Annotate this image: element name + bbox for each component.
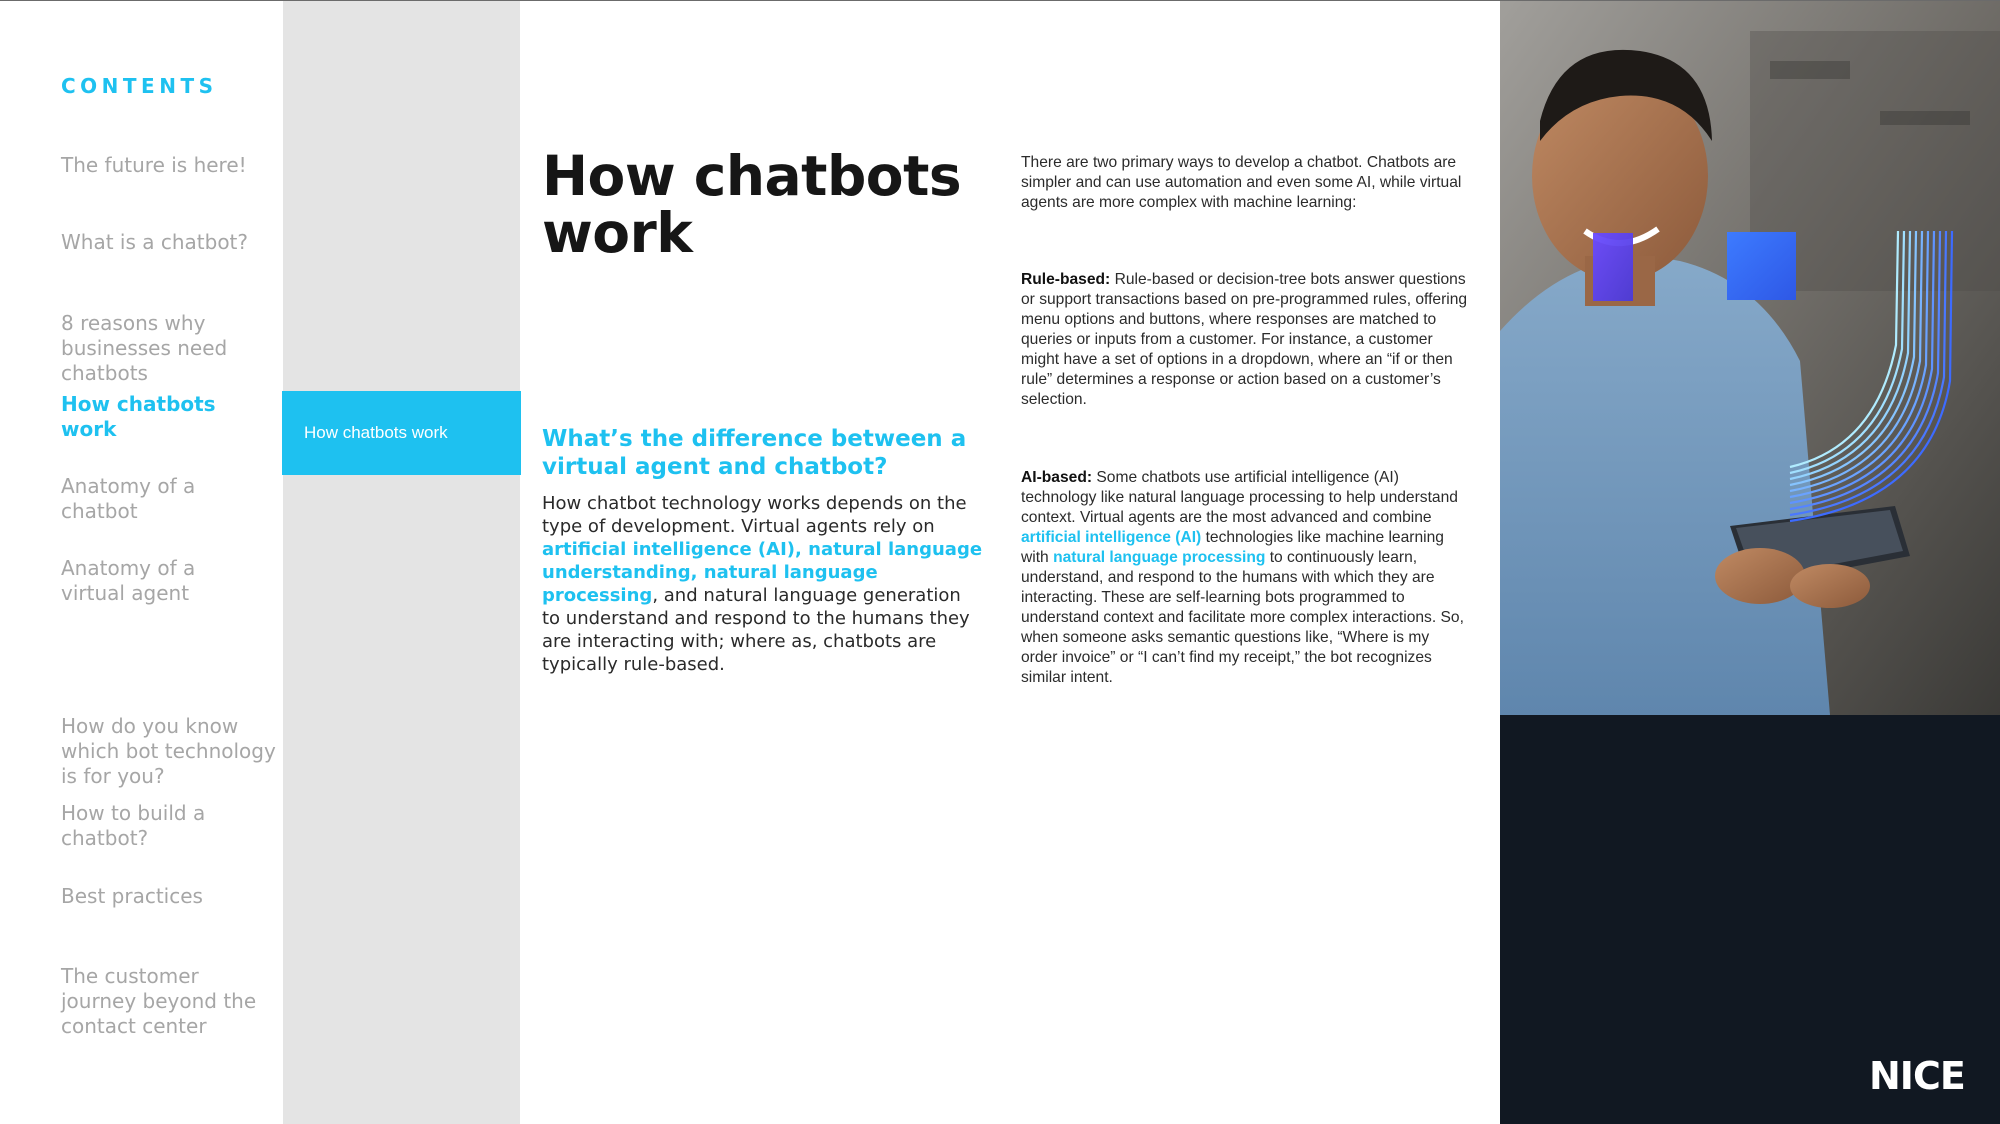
toc-item-customer-journey[interactable]: The customer journey beyond the contact center [61, 964, 257, 1038]
toc-item-what-is-chatbot[interactable]: What is a chatbot? [61, 230, 249, 254]
toc-item-future[interactable]: The future is here! [61, 153, 247, 177]
toc-item-which-bot-technology[interactable]: How do you know which bot technology is for you? [61, 714, 276, 788]
link-ai-right[interactable]: artificial intelligence (AI) [1021, 529, 1202, 546]
toc-item-how-chatbots-work[interactable]: How chatbots work [61, 392, 216, 441]
active-section-tab[interactable]: How chatbots work [282, 391, 521, 475]
toc-item-best-practices[interactable]: Best practices [61, 884, 203, 908]
rule-based-paragraph: Rule-based: Rule-based or decision-tree bots answer questions or support transactions based on pre-programmed rules, offering menu options and buttons, where responses are matched to queries or inputs from a customer. For instance, a customer might have a set of options in a dropdown, where an “if or then rule” determines a response or action based on a customer’s selection. [1021, 271, 1468, 408]
toc-item-how-to-build[interactable]: How to build a chatbot? [61, 801, 206, 850]
ai-based-paragraph: AI-based: Some chatbots use artificial intelligence (AI) technology like natural language processing to help understand context. Virtual agents are the most advanced and combine artificial intelligence (AI) technologies like machine learning with natural language processing to continuously learn, understand, and respond to the humans with which they are interacting. These are self-learning bots programmed to understand context and facilitate more complex interactions. So, when someone asks semantic questions like, “Where is my order invoice” or “I can’t find my receipt,” the bot recognizes similar intent. [1021, 469, 1464, 686]
link-nlp-right[interactable]: natural language processing [1053, 549, 1266, 566]
intro-two-ways: There are two primary ways to develop a chatbot. Chatbots are simpler and can use automation and even some AI, while virtual agents are more complex with machine learning: [1021, 154, 1462, 211]
toc-item-anatomy-chatbot[interactable]: Anatomy of a chatbot [61, 474, 196, 523]
toc-item-anatomy-virtual-agent[interactable]: Anatomy of a virtual agent [61, 556, 196, 605]
link-natural-language-processing[interactable]: natural language processing [542, 562, 878, 606]
page-title: How chatbots work [542, 144, 962, 265]
toc-heading: CONTENTS [61, 74, 218, 98]
link-natural-language-understanding[interactable]: natural language understanding [542, 539, 983, 583]
section-subheading: What’s the difference between a virtual agent and chatbot? [542, 426, 967, 480]
rule-based-label: Rule-based: [1021, 271, 1111, 288]
link-artificial-intelligence[interactable]: artificial intelligence (AI) [542, 539, 796, 560]
toc-tab-band [283, 1, 520, 1124]
toc-item-8-reasons[interactable]: 8 reasons why businesses need chatbots [61, 311, 228, 385]
intro-paragraph: How chatbot technology works depends on the type of development. Virtual agents rely on artificial intelligence (AI), natural language understanding, natural language processing, and natural language generation to understand and respond to the humans they are interacting with; where as, chatbots are typically rule-based. [542, 493, 983, 675]
nice-logo: NICE [1869, 1054, 1965, 1098]
ai-based-label: AI-based: [1021, 469, 1093, 486]
man-with-tablet-photo [1500, 1, 2000, 715]
